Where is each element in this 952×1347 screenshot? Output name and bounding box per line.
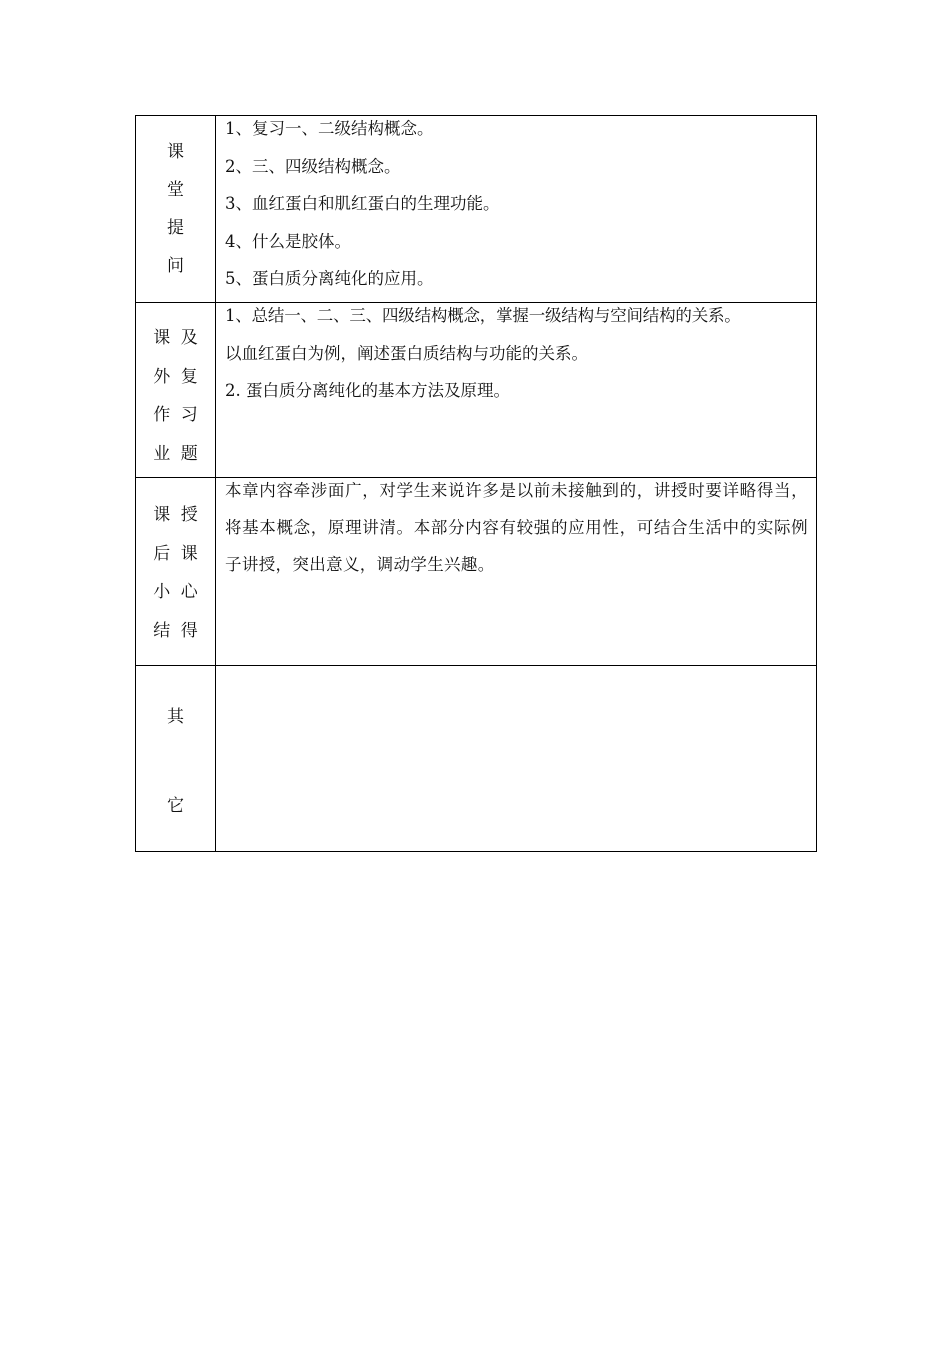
row-label-homework <box>136 303 216 478</box>
table-row <box>136 303 817 478</box>
reflection-paragraph: 本章内容牵涉面广，对学生来说许多是以前未接触到的，讲授时要详略得当，将基本概念，原理讲清。本部分内容有较强的应用性，可结合生活中的实际例子讲授，突出意义，调动学生兴趣。 <box>225 481 808 574</box>
question-line: 3、血红蛋白和肌红蛋白的生理功能。 <box>225 194 500 213</box>
label-char: 习 <box>180 405 198 425</box>
label-char: 复 <box>180 366 198 387</box>
label-char: 及 <box>180 328 198 348</box>
row-label-reflection <box>136 478 216 666</box>
label-char: 结 <box>153 620 171 641</box>
row-label-other <box>136 666 216 852</box>
row-label-classroom-questions <box>136 116 216 303</box>
question-line: 5、蛋白质分离纯化的应用。 <box>225 269 434 288</box>
label-char: 它 <box>167 796 184 816</box>
label-char: 小 <box>153 582 171 602</box>
label-char: 其 <box>167 707 184 727</box>
homework-line: 以血红蛋白为例，阐述蛋白质结构与功能的关系。 <box>225 343 588 363</box>
label-char: 业 <box>153 443 171 464</box>
reflection-content <box>216 478 817 666</box>
label-char: 堂 <box>167 180 184 200</box>
table-row <box>136 116 817 303</box>
label-char: 提 <box>167 218 184 238</box>
table-row <box>136 666 817 852</box>
homework-content <box>216 303 817 478</box>
lesson-plan-table <box>135 115 817 852</box>
label-char: 题 <box>180 443 198 464</box>
other-content <box>216 666 817 852</box>
table-row <box>136 478 817 666</box>
homework-line: 2. 蛋白质分离纯化的基本方法及原理。 <box>225 381 510 400</box>
label-char: 授 <box>180 505 198 525</box>
label-char: 课 <box>153 328 171 348</box>
question-line: 2、三、四级结构概念。 <box>225 156 401 176</box>
homework-line: 1、总结一、二、三、四级结构概念，掌握一级结构与空间结构的关系。 <box>225 306 741 325</box>
label-char: 课 <box>180 543 198 564</box>
classroom-questions-content <box>216 116 817 303</box>
label-char: 作 <box>153 405 171 425</box>
label-char: 外 <box>153 366 171 387</box>
label-char: 课 <box>167 142 184 162</box>
label-char: 后 <box>153 543 171 564</box>
label-char: 得 <box>180 620 198 641</box>
label-char: 心 <box>180 582 198 602</box>
question-line: 1、复习一、二级结构概念。 <box>225 119 434 138</box>
label-char: 问 <box>167 256 184 276</box>
question-line: 4、什么是胶体。 <box>225 231 351 251</box>
label-char: 课 <box>153 505 171 525</box>
